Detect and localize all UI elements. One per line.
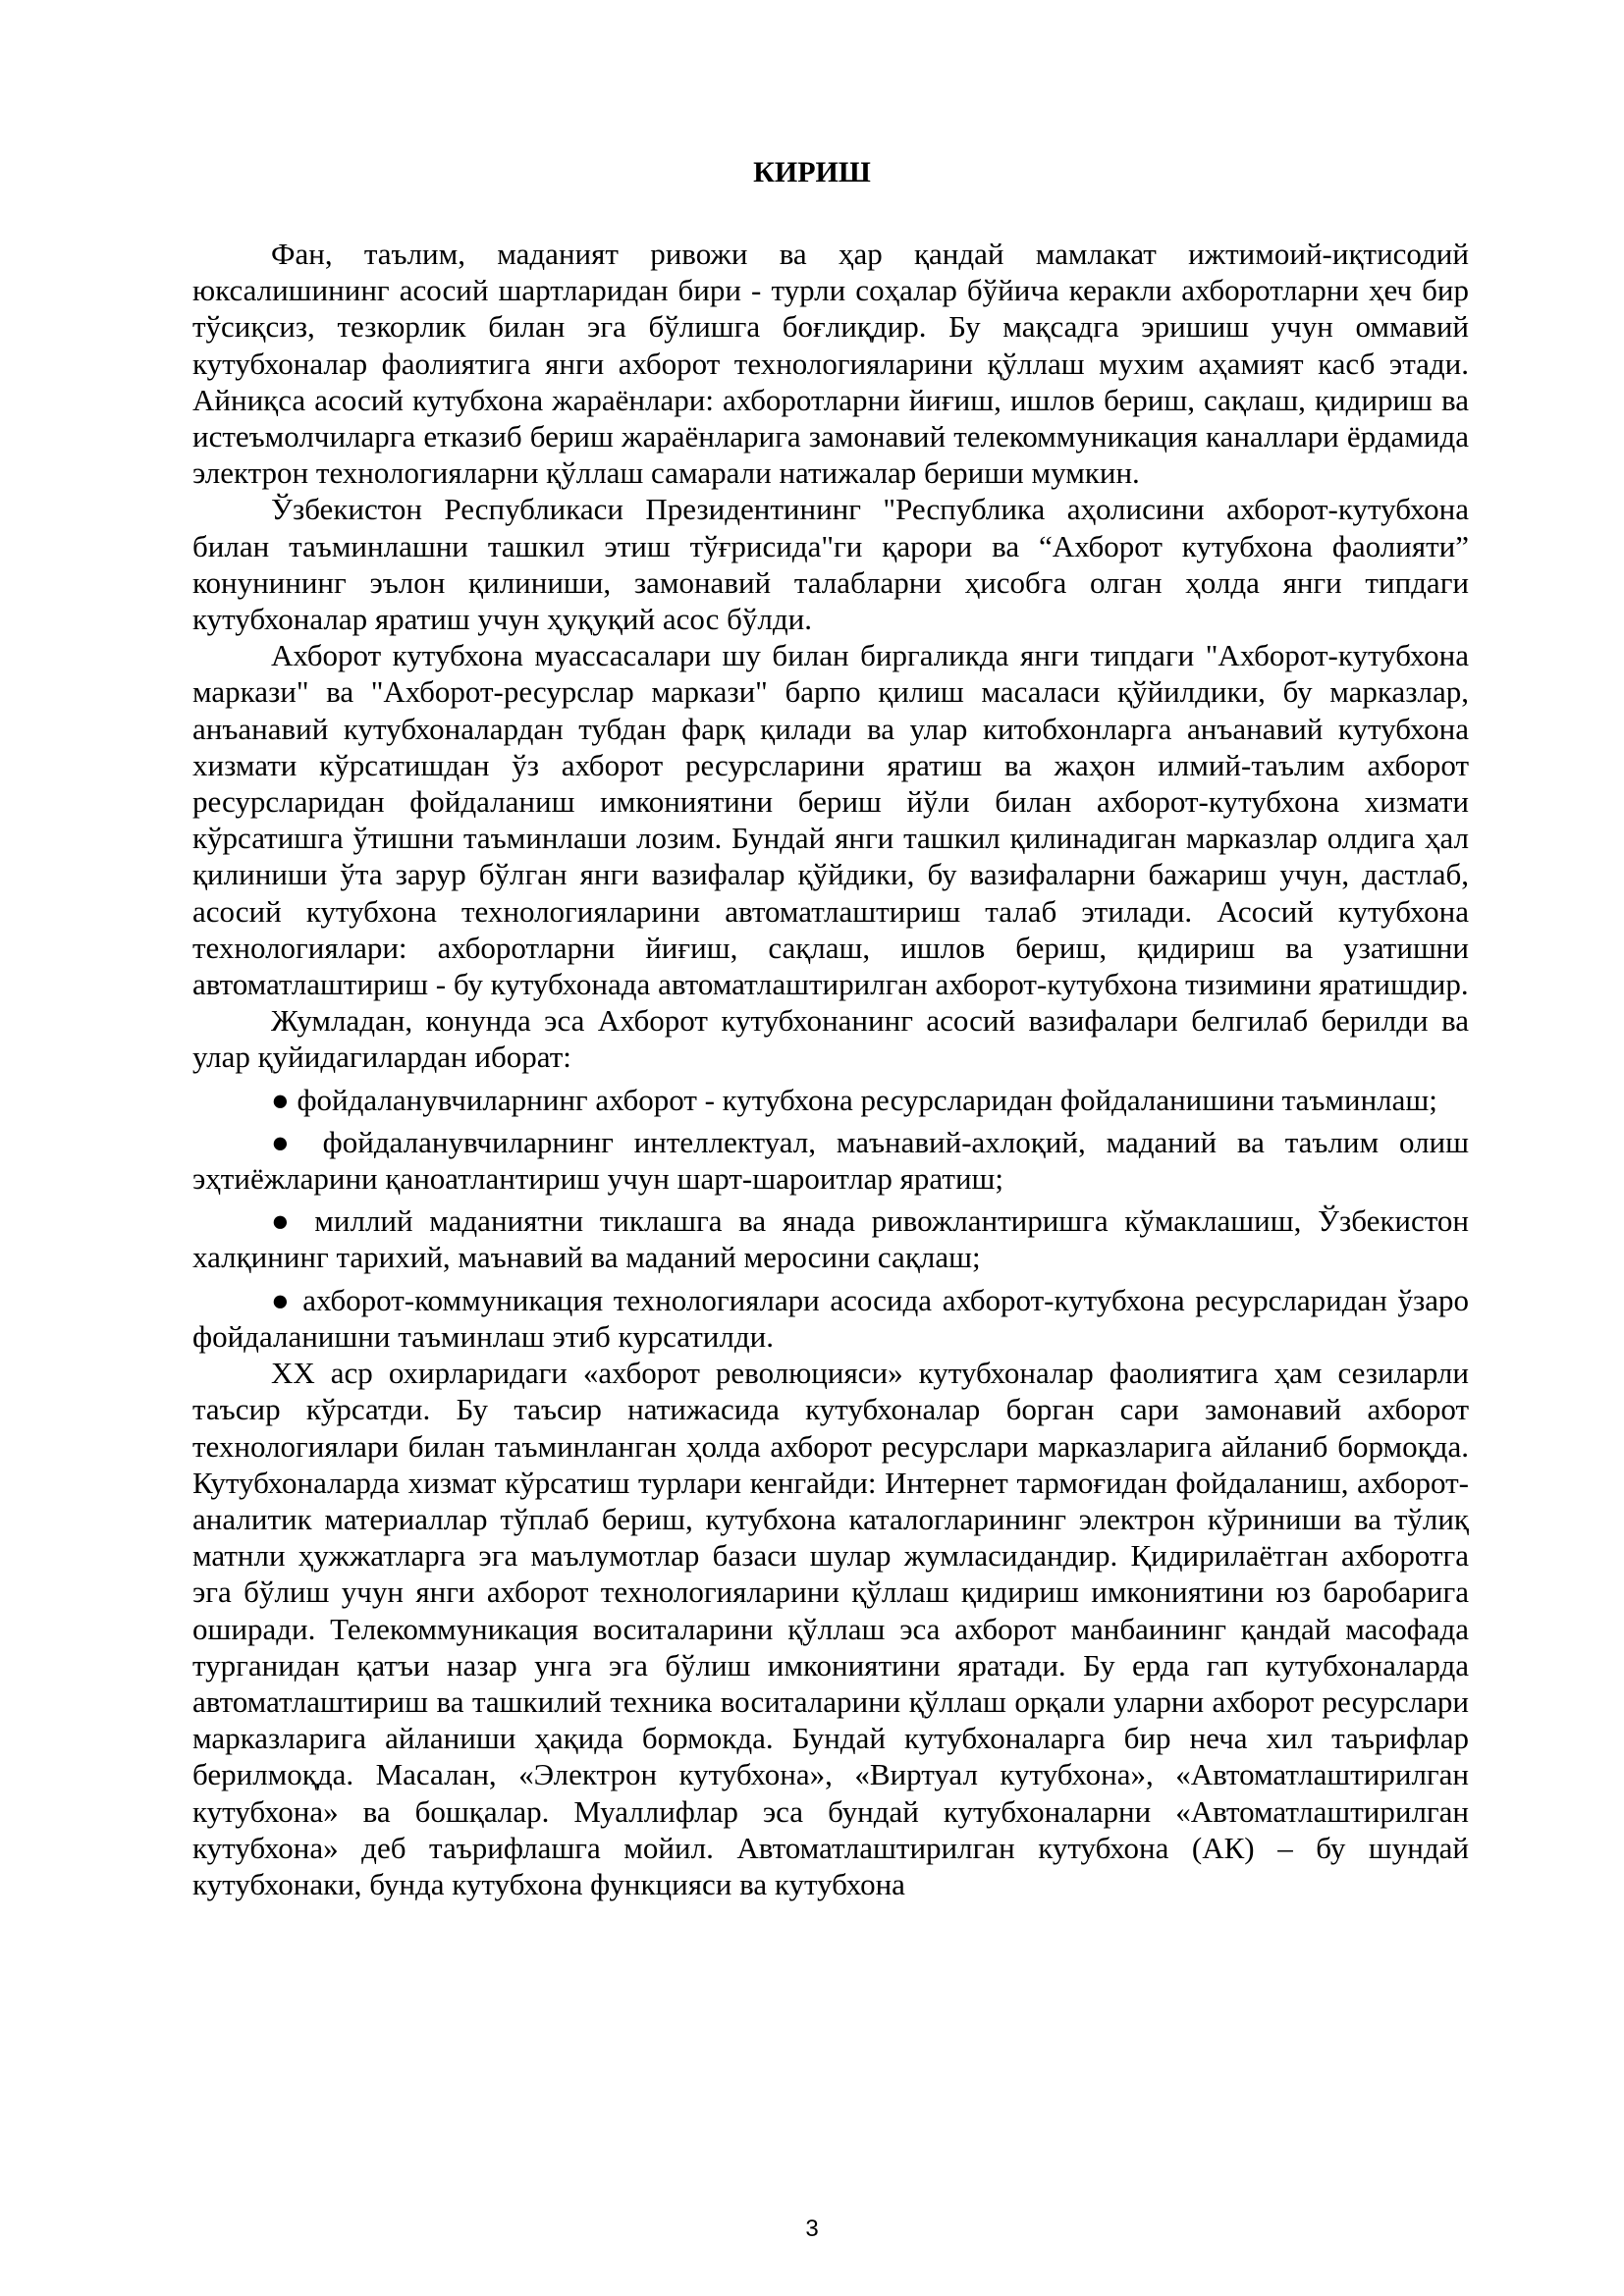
paragraph-president-decree: Ўзбекистон Республикаси Президентининг "Республика аҳолисини ахборот-кутубхона билан таъминлашни ташкил этиш тўғрисида"ги қарори ва “Ахборот кутубхона фаолияти” конунининг эълон қилиниши, замонавий талабларни ҳисобга олган ҳолда янги типдаги кутубхоналар яратиш учун ҳуқуқий асос бўлди. bbox=[192, 492, 1469, 637]
page-number: 3 bbox=[805, 2216, 819, 2242]
paragraph-tasks-intro: Жумладан, конунда эса Ахборот кутубхонанинг асосий вазифалари белгилаб берилди ва улар қуйидагилардан иборат: bbox=[192, 1003, 1469, 1075]
body-text bbox=[192, 236, 1469, 1902]
list-item: ● фойдаланувчиларнинг ахборот - кутубхона ресурсларидан фойдаланишини таъминлаш; bbox=[271, 1082, 1437, 1117]
paragraph-intro: Фан, таълим, маданият ривожи ва ҳар қандай мамлакат ижтимоий-иқтисодий юксалишининг асосий шартларидан бири - турли соҳалар бўйича керакли ахборотларни ҳеч бир тўсиқсиз, тезкорлик билан эга бўлишга боғлиқдир. Бу мақсадга эришиш учун оммавий кутубхоналар фаолиятига янги ахборот технологияларини қўллаш мухим аҳамият касб этади. Айниқса асосий кутубхона жараёнлари: ахборотларни йиғиш, ишлов бериш, сақлаш, қидириш ва истеъмолчиларга етказиб бериш жараёнларига замонавий телекоммуникация каналлари ёрдамида электрон технологияларни қўллаш самарали натижалар бериши мумкин. bbox=[192, 237, 1469, 491]
paragraph-information-centers: Ахборот кутубхона муассасалари шу билан биргаликда янги типдаги "Ахборот-кутубхона маркази" ва "Ахборот-ресурслар маркази" барпо қилиш масаласи қўйилдики, бу марказлар, анъанавий кутубхоналардан тубдан фарқ қилади ва улар китобхонларга анъанавий кутубхона хизмати кўрсатишдан ўз ахборот ресурсларини яратиш ва жаҳон илмий-таълим ахборот ресурсларидан фойдаланиш имкониятини бериш йўли билан ахборот-кутубхона хизмати кўрсатишга ўтишни таъминлаши лозим. Бундай янги ташкил қилинадиган марказлар олдига ҳал қилиниши ўта зарур бўлган янги вазифалар қўйдики, бу вазифаларни бажариш учун, дастлаб, асосий кутубхона технологияларини автоматлаштириш талаб этилади. Асосий кутубхона технологиялари: ахборотларни йиғиш, сақлаш, ишлов бериш, қидириш ва узатишни автоматлаштириш - бу кутубхонада автоматлаштирилган ахборот-кутубхона тизимини яратишдир. bbox=[192, 638, 1469, 1002]
list-item: ● фойдаланувчиларнинг интеллектуал, маънавий-ахлоқий, маданий ва таълим олиш эҳтиёжларини қаноатлантириш учун шарт-шароитлар яратиш; bbox=[192, 1124, 1469, 1197]
page-title: КИРИШ bbox=[753, 156, 871, 188]
list-item: ● ахборот-коммуникация технологиялари асосида ахборот-кутубхона ресурсларидан ўзаро фойдаланишни таъминлаш этиб курсатилди. bbox=[192, 1282, 1469, 1354]
paragraph-information-revolution: XX аср охирларидаги «ахборот революцияси» кутубхоналар фаолиятига ҳам сезиларли таъсир кўрсатди. Бу таъсир натижасида кутубхоналар борган сари замонавий ахборот технологиялари билан таъминланган ҳолда ахборот ресурслари марказларига айланиб бормоқда. Кутубхоналарда хизмат кўрсатиш турлари кенгайди: Интернет тармоғидан фойдаланиш, ахборот-аналитик материаллар тўплаб бериш, кутубхона каталогларининг электрон кўриниши ва тўлиқ матнли ҳужжатларга эга маълумотлар базаси шулар жумласидандир. Қидирилаётган ахборотга эга бўлиш учун янги ахборот технологияларини қўллаш қидириш имкониятини юз баробарига оширади. Телекоммуникация воситаларини қўллаш эса ахборот манбаининг қандай масофада турганидан қатъи назар унга эга бўлиш имкониятини яратади. Бу ерда гап кутубхоналарда автоматлаштириш ва ташкилий техника воситаларини қўллаш орқали уларни ахборот ресурслари марказларига айланиши ҳақида бормокда. Бундай кутубхоналарга бир неча хил таърифлар берилмоқда. Масалан, «Электрон кутубхона», «Виртуал кутубхона», «Автоматлаштирилган кутубхона» ва бошқалар. Муаллифлар эса бундай кутубхоналарни «Автоматлаштирилган кутубхона» деб таърифлашга мойил. Автоматлаштирилган кутубхона (АК) – бу шундай кутубхонаки, бунда кутубхона функцияси ва кутубхона bbox=[192, 1356, 1469, 1901]
list-item: ● миллий маданиятни тиклашга ва янада ривожлантиришга кўмаклашиш, Ўзбекистон халқининг тарихий, маънавий ва маданий меросини сақлаш; bbox=[192, 1203, 1469, 1275]
